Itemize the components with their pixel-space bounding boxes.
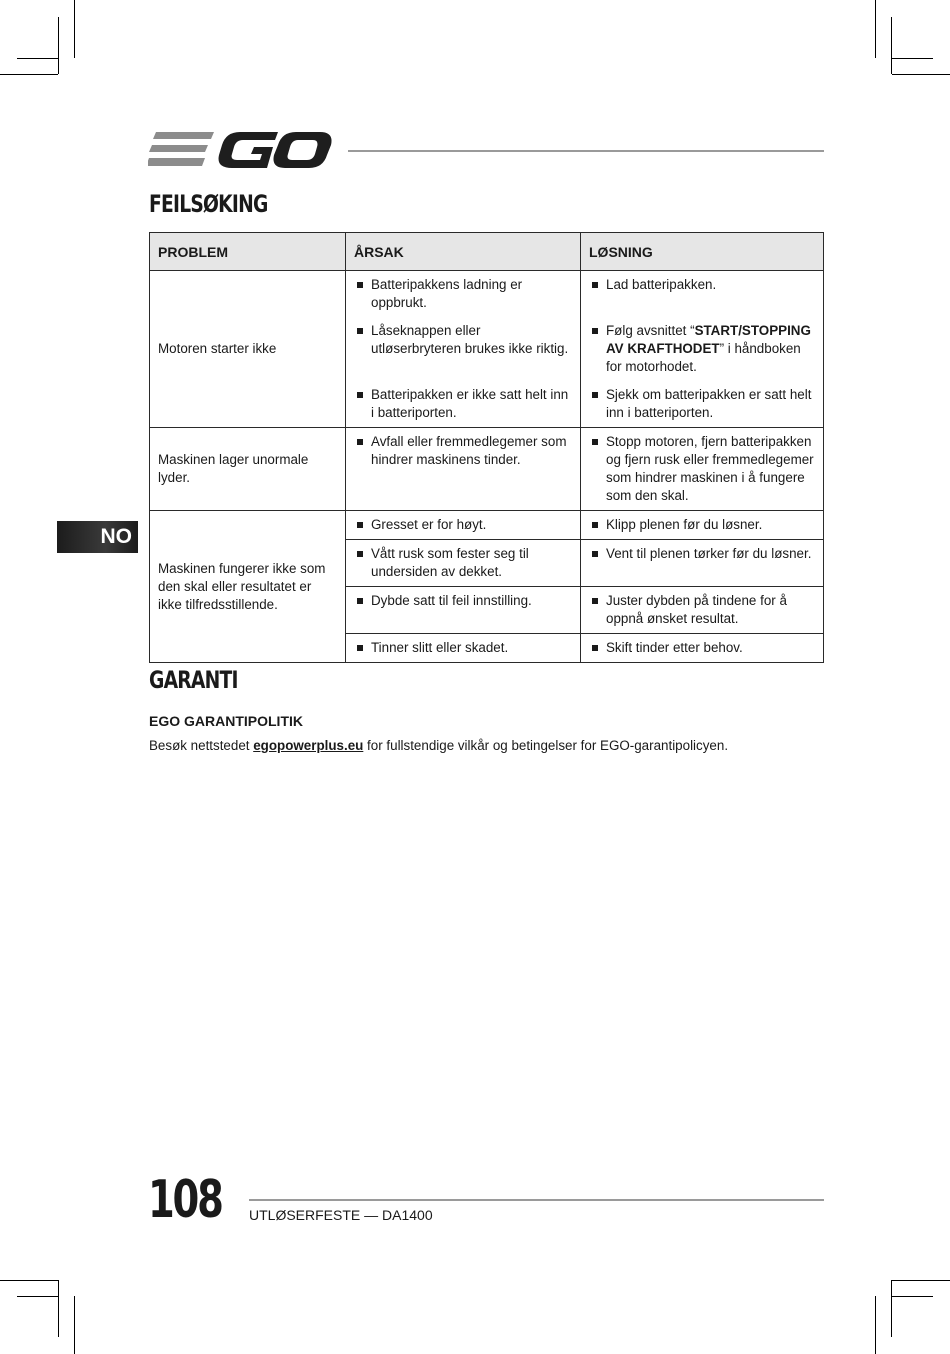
cause-cell [346, 271, 581, 318]
crop-mark [58, 1280, 59, 1337]
solution-cell [581, 317, 824, 381]
cause-text: Dybde satt til feil innstilling. [354, 592, 572, 610]
solution-cell [581, 587, 824, 634]
crop-mark [892, 74, 950, 75]
crop-mark [0, 1280, 58, 1281]
cause-text: Gresset er for høyt. [354, 516, 572, 534]
page-number: 108 [148, 1170, 222, 1230]
cause-text: Låseknappen eller utløserbryteren brukes ikke riktig. [354, 322, 572, 358]
table-row [150, 428, 824, 511]
crop-mark [17, 58, 59, 59]
crop-mark [891, 1280, 892, 1337]
table-header-row [150, 233, 824, 271]
solution-text: Klipp plenen før du løsner. [589, 516, 815, 534]
warranty-subtitle: EGO GARANTIPOLITIK [149, 713, 303, 729]
warranty-text-post: for fullstendige vilkår og betingelser for EGO-garantipolicyen. [363, 738, 729, 753]
ego-logo [148, 128, 332, 172]
problem-cell: Maskinen lager unormale lyder. [150, 428, 346, 511]
crop-mark [58, 17, 59, 74]
solution-text: Lad batteripakken. [589, 276, 815, 294]
troubleshooting-table [149, 232, 824, 663]
solution-cell [581, 381, 824, 428]
crop-mark [891, 58, 933, 59]
header-rule [348, 150, 824, 152]
cause-text: Batteripakken er ikke satt helt inn i batteriporten. [354, 386, 572, 422]
cause-cell [346, 428, 581, 511]
crop-mark [74, 1296, 75, 1354]
solution-text-bold: START/STOPPING AV KRAFTHODET [606, 323, 811, 356]
crop-mark [875, 0, 876, 58]
cause-cell [346, 381, 581, 428]
crop-mark [891, 17, 892, 74]
solution-text-pre: Følg avsnittet “ [606, 323, 695, 338]
crop-mark [74, 0, 75, 58]
cause-text: Tinner slitt eller skadet. [354, 639, 572, 657]
crop-mark [875, 1296, 876, 1354]
language-tab: NO [57, 521, 138, 553]
cause-cell [346, 317, 581, 381]
crop-mark [891, 1296, 933, 1297]
cause-cell [346, 634, 581, 663]
warranty-title: GARANTI [149, 666, 238, 694]
solution-text: Juster dybden på tindene for å oppnå ønsket resultat. [589, 592, 815, 628]
cause-text: Vått rusk som fester seg til undersiden av dekket. [354, 545, 572, 581]
warranty-link[interactable]: egopowerplus.eu [253, 738, 364, 753]
solution-cell [581, 511, 824, 540]
troubleshooting-title: FEILSØKING [149, 190, 268, 218]
column-header-problem: PROBLEM [150, 233, 346, 271]
warranty-text-pre: Besøk nettstedet [149, 738, 254, 753]
solution-cell [581, 634, 824, 663]
solution-text [589, 322, 815, 376]
solution-text: Skift tinder etter behov. [589, 639, 815, 657]
cause-cell [346, 540, 581, 587]
table-row [150, 271, 824, 318]
solution-text: Sjekk om batteripakken er satt helt inn i batteriporten. [589, 386, 815, 422]
problem-cell: Maskinen fungerer ikke som den skal eller resultatet er ikke tilfredsstillende. [150, 511, 346, 663]
solution-text-post: ” i håndboken for motorhodet. [606, 341, 801, 374]
footer-text: UTLØSERFESTE — DA1400 [249, 1207, 433, 1223]
cause-cell [346, 511, 581, 540]
crop-mark [892, 1280, 950, 1281]
column-header-solution: LØSNING [581, 233, 824, 271]
crop-mark [17, 1296, 59, 1297]
table-row [150, 511, 824, 540]
solution-text: Stopp motoren, fjern batteripakken og fjern rusk eller fremmedlegemer som hindrer maskinen i å fungere som den skal. [589, 433, 815, 505]
cause-cell [346, 587, 581, 634]
solution-cell [581, 540, 824, 587]
solution-cell [581, 428, 824, 511]
warranty-text [149, 738, 728, 753]
footer-rule [249, 1199, 824, 1201]
crop-mark [0, 74, 58, 75]
cause-text: Avfall eller fremmedlegemer som hindrer maskinens tinder. [354, 433, 572, 469]
problem-cell: Motoren starter ikke [150, 271, 346, 428]
column-header-cause: ÅRSAK [346, 233, 581, 271]
solution-text: Vent til plenen tørker før du løsner. [589, 545, 815, 563]
cause-text: Batteripakkens ladning er oppbrukt. [354, 276, 572, 312]
solution-cell [581, 271, 824, 318]
